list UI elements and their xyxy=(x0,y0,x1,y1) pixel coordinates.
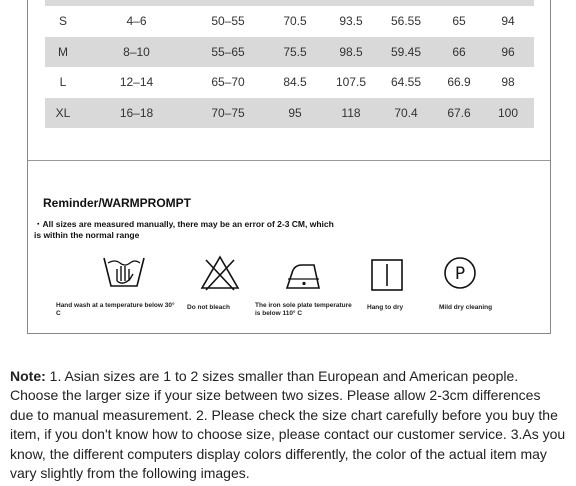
table-cell: 98 xyxy=(501,75,515,90)
table-cell: 56.55 xyxy=(390,14,422,29)
handwash-label: Hand wash at a temperature below 30° C xyxy=(56,302,175,317)
table-row-s xyxy=(45,6,534,37)
table-row-l xyxy=(45,67,534,98)
table-cell: 94 xyxy=(501,14,515,29)
table-cell: 93.5 xyxy=(339,14,363,29)
size-cell: L xyxy=(59,75,67,90)
table-row-m xyxy=(45,37,534,68)
table-cell: 98.5 xyxy=(326,37,376,68)
note-text: 1. Asian sizes are 1 to 2 sizes smaller than European and American people. Choose the larger size if your size between two sizes. Please allow 2-3cm differences due to manual measurement. 2. Please check the size chart carefully before you buy the item, if you don't know how to choose size, please contact our customer service. 3.As you know, the different computers display colors differently, the color of the actual item may vary slightly from the following images. xyxy=(10,368,566,482)
table-cell: 59.45 xyxy=(376,37,436,68)
table-cell: 66 xyxy=(436,37,482,68)
table-cell: 67.6 xyxy=(436,98,482,129)
table-cell: 12–14 xyxy=(119,75,154,90)
table-cell: 50–55 xyxy=(211,14,245,29)
hang-dry-icon xyxy=(370,258,404,292)
table-cell: 95 xyxy=(264,98,326,129)
iron-icon xyxy=(284,261,324,291)
section-divider xyxy=(28,160,550,161)
dry-clean-label: Mild dry cleaning xyxy=(439,304,493,311)
size-cell: XL xyxy=(45,98,81,129)
table-cell: 70.4 xyxy=(376,98,436,129)
table-cell: 118 xyxy=(326,98,376,129)
table-cell: 16–18 xyxy=(81,98,192,129)
table-cell: 4–6 xyxy=(126,14,147,29)
table-cell: 84.5 xyxy=(283,75,307,90)
table-cell: 70.5 xyxy=(283,14,307,29)
table-cell: 65–70 xyxy=(211,75,245,90)
table-cell: 55–65 xyxy=(192,37,264,68)
handwash-icon xyxy=(102,255,146,291)
no-bleach-icon xyxy=(199,254,241,292)
table-cell: 8–10 xyxy=(81,37,192,68)
iron-label: The iron sole plate temperature is below 110° C xyxy=(255,302,352,317)
table-cell: 75.5 xyxy=(264,37,326,68)
size-cell: M xyxy=(45,37,81,68)
size-table xyxy=(45,6,534,128)
table-cell: 70–75 xyxy=(192,98,264,129)
note-label: Note: xyxy=(10,368,46,384)
hang-dry-label: Hang to dry xyxy=(367,304,404,311)
dry-clean-letter: P xyxy=(454,264,466,284)
table-cell: 100 xyxy=(482,98,534,129)
dry-clean-icon xyxy=(443,256,477,290)
reminder-title: Reminder/WARMPROMPT xyxy=(43,196,192,210)
reminder-text: ・All sizes are measured manually, there may be an error of 2-3 CM, which is within the normal range xyxy=(34,219,334,240)
table-cell: 66.9 xyxy=(447,75,471,90)
no-bleach-label: Do not bleach xyxy=(187,304,230,311)
note-paragraph xyxy=(10,367,566,483)
size-cell: S xyxy=(58,14,67,29)
table-row-xl xyxy=(45,98,534,129)
table-cell: 107.5 xyxy=(335,75,367,90)
table-cell: 96 xyxy=(482,37,534,68)
table-cell: 64.55 xyxy=(390,75,422,90)
table-cell: 65 xyxy=(452,14,466,29)
